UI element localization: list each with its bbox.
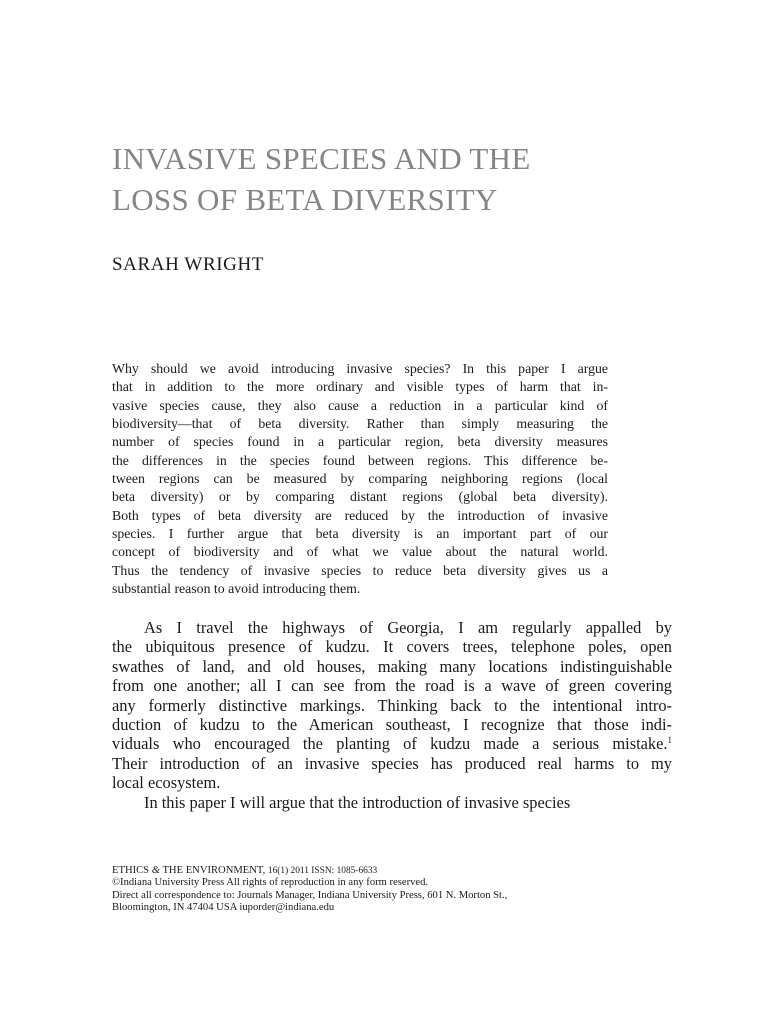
abstract-line: beta diversity) or by comparing distant regions (global beta diversity).	[112, 489, 608, 505]
correspondence-line: Direct all correspondence to: Journals Manager, Indiana University Press, 601 N. Morton St.,	[112, 889, 508, 901]
body-line-with-footnote	[112, 734, 672, 753]
abstract-line: that in addition to the more ordinary and visible types of harm that in-	[112, 379, 608, 395]
footnote-marker[interactable]: 1	[667, 735, 672, 746]
correspondence-line: Bloomington, IN 47404 USA iuporder@indiana.edu	[112, 902, 335, 914]
body-line: the ubiquitous presence of kudzu. It covers trees, telephone poles, open	[112, 637, 672, 657]
abstract-line: vasive species cause, they also cause a reduction in a particular kind of	[112, 397, 608, 413]
title-line: INVASIVE SPECIES AND THE	[112, 141, 531, 176]
body-line: swathes of land, and old houses, making many locations indistinguishable	[112, 656, 672, 676]
body-line: any formerly distinctive markings. Thinking back to the intentional intro-	[112, 695, 672, 715]
journal-citation	[112, 865, 672, 877]
journal-ampersand: &	[151, 865, 160, 876]
body-text	[112, 618, 672, 812]
body-line: local ecosystem.	[112, 773, 221, 793]
copyright-notice: ©Indiana University Press All rights of reproduction in any form reserved.	[112, 877, 429, 889]
abstract-line: Thus the tendency of invasive species to reduce beta diversity gives us a	[112, 562, 608, 578]
abstract-line: species. I further argue that beta diversity is an important part of our	[112, 526, 608, 542]
abstract-line: substantial reason to avoid introducing them.	[112, 581, 361, 597]
body-line: duction of kudzu to the American southeast, I recognize that those indi-	[112, 714, 672, 734]
abstract-line: biodiversity—that of beta diversity. Rather than simply measuring the	[112, 416, 608, 432]
body-line: Their introduction of an invasive species has produced real harms to my	[112, 753, 672, 773]
author-name: SARAH WRIGHT	[112, 254, 264, 275]
abstract-line: tween regions can be measured by comparing neighboring regions (local	[112, 471, 608, 487]
abstract-line: concept of biodiversity and of what we value about the natural world.	[112, 544, 608, 560]
journal-footer	[112, 865, 672, 915]
body-line-text: viduals who encouraged the planting of kudzu made a serious mistake.	[112, 734, 668, 754]
abstract-line: Why should we avoid introducing invasive species? In this paper I argue	[112, 361, 608, 376]
abstract-line: Both types of beta diversity are reduced by the introduction of invasive	[112, 507, 608, 523]
journal-name-part2: THE ENVIRONMENT,	[162, 865, 266, 876]
body-line: In this paper I will argue that the introduction of invasive species	[144, 792, 571, 812]
abstract-line: the differences in the species found between regions. This difference be-	[112, 452, 608, 468]
title-line: LOSS OF BETA DIVERSITY	[112, 182, 498, 217]
abstract-line: number of species found in a particular region, beta diversity measures	[112, 434, 608, 450]
journal-name-part1: ETHICS	[112, 865, 150, 876]
article-title	[112, 138, 672, 220]
journal-issue: 16(1) 2011 ISSN: 1085-6633	[267, 866, 378, 876]
abstract	[112, 360, 608, 598]
body-line: As I travel the highways of Georgia, I am regularly appalled by	[144, 618, 672, 637]
body-line: from one another; all I can see from the road is a wave of green covering	[112, 676, 672, 696]
